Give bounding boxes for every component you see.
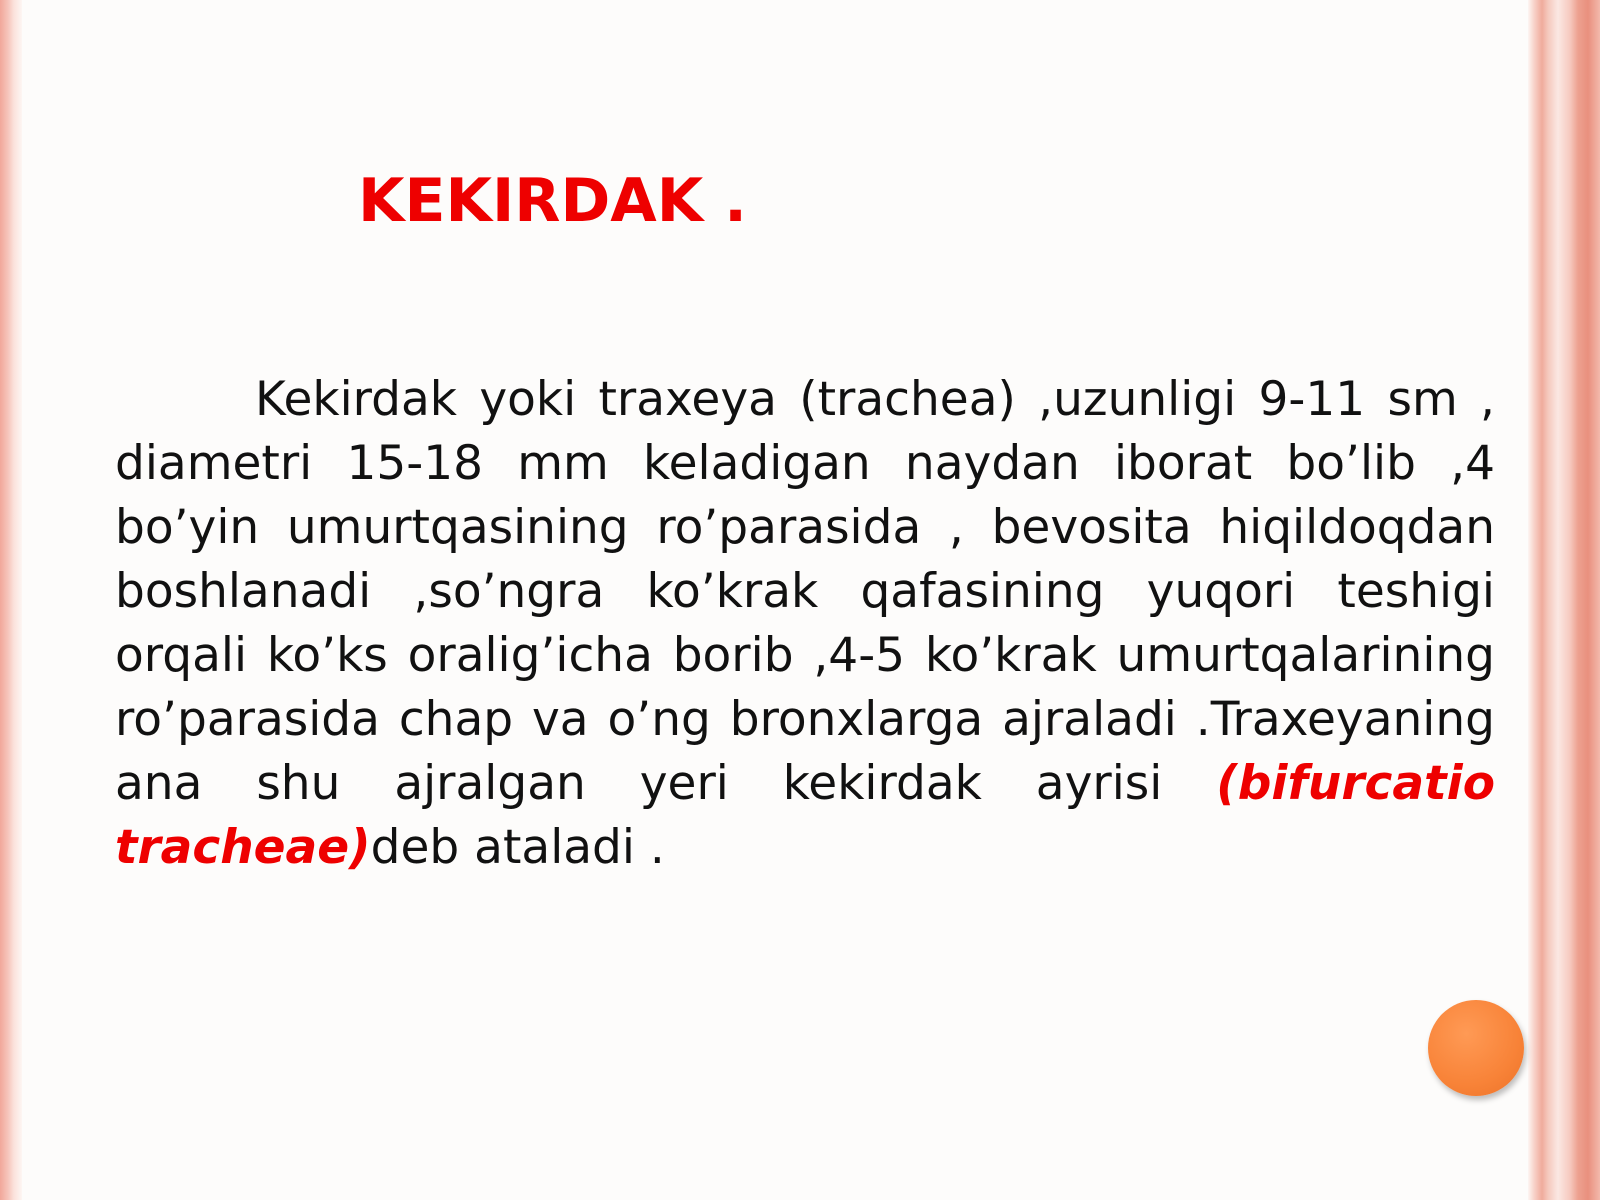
- slide-paragraph: [115, 368, 1495, 880]
- slide-title: KEKIRDAK .: [358, 166, 747, 236]
- paragraph-ending: deb ataladi .: [370, 820, 665, 875]
- left-border-decoration: [0, 0, 22, 1200]
- decorative-circle: [1428, 1000, 1524, 1096]
- paragraph-text: Kekirdak yoki traxeya (trachea) ,uzunligi 9-11 sm , diametri 15-18 mm keladigan naydan iborat bo’lib ,4 bo’yin umurtqasining ro’parasida , bevosita hiqildoqdan boshlanadi ,so’ngra ko’krak qafasining yuqori teshigi orqali ko’ks oralig’icha borib ,4-5 ko’krak umurtqalarining ro’parasida chap va o’ng bronxlarga ajraladi .Traxeyaning ana shu ajralgan yeri kekirdak ayrisi: [115, 372, 1495, 811]
- right-border-decoration: [1528, 0, 1600, 1200]
- latin-term: (bifurcatio tracheae): [115, 756, 1495, 875]
